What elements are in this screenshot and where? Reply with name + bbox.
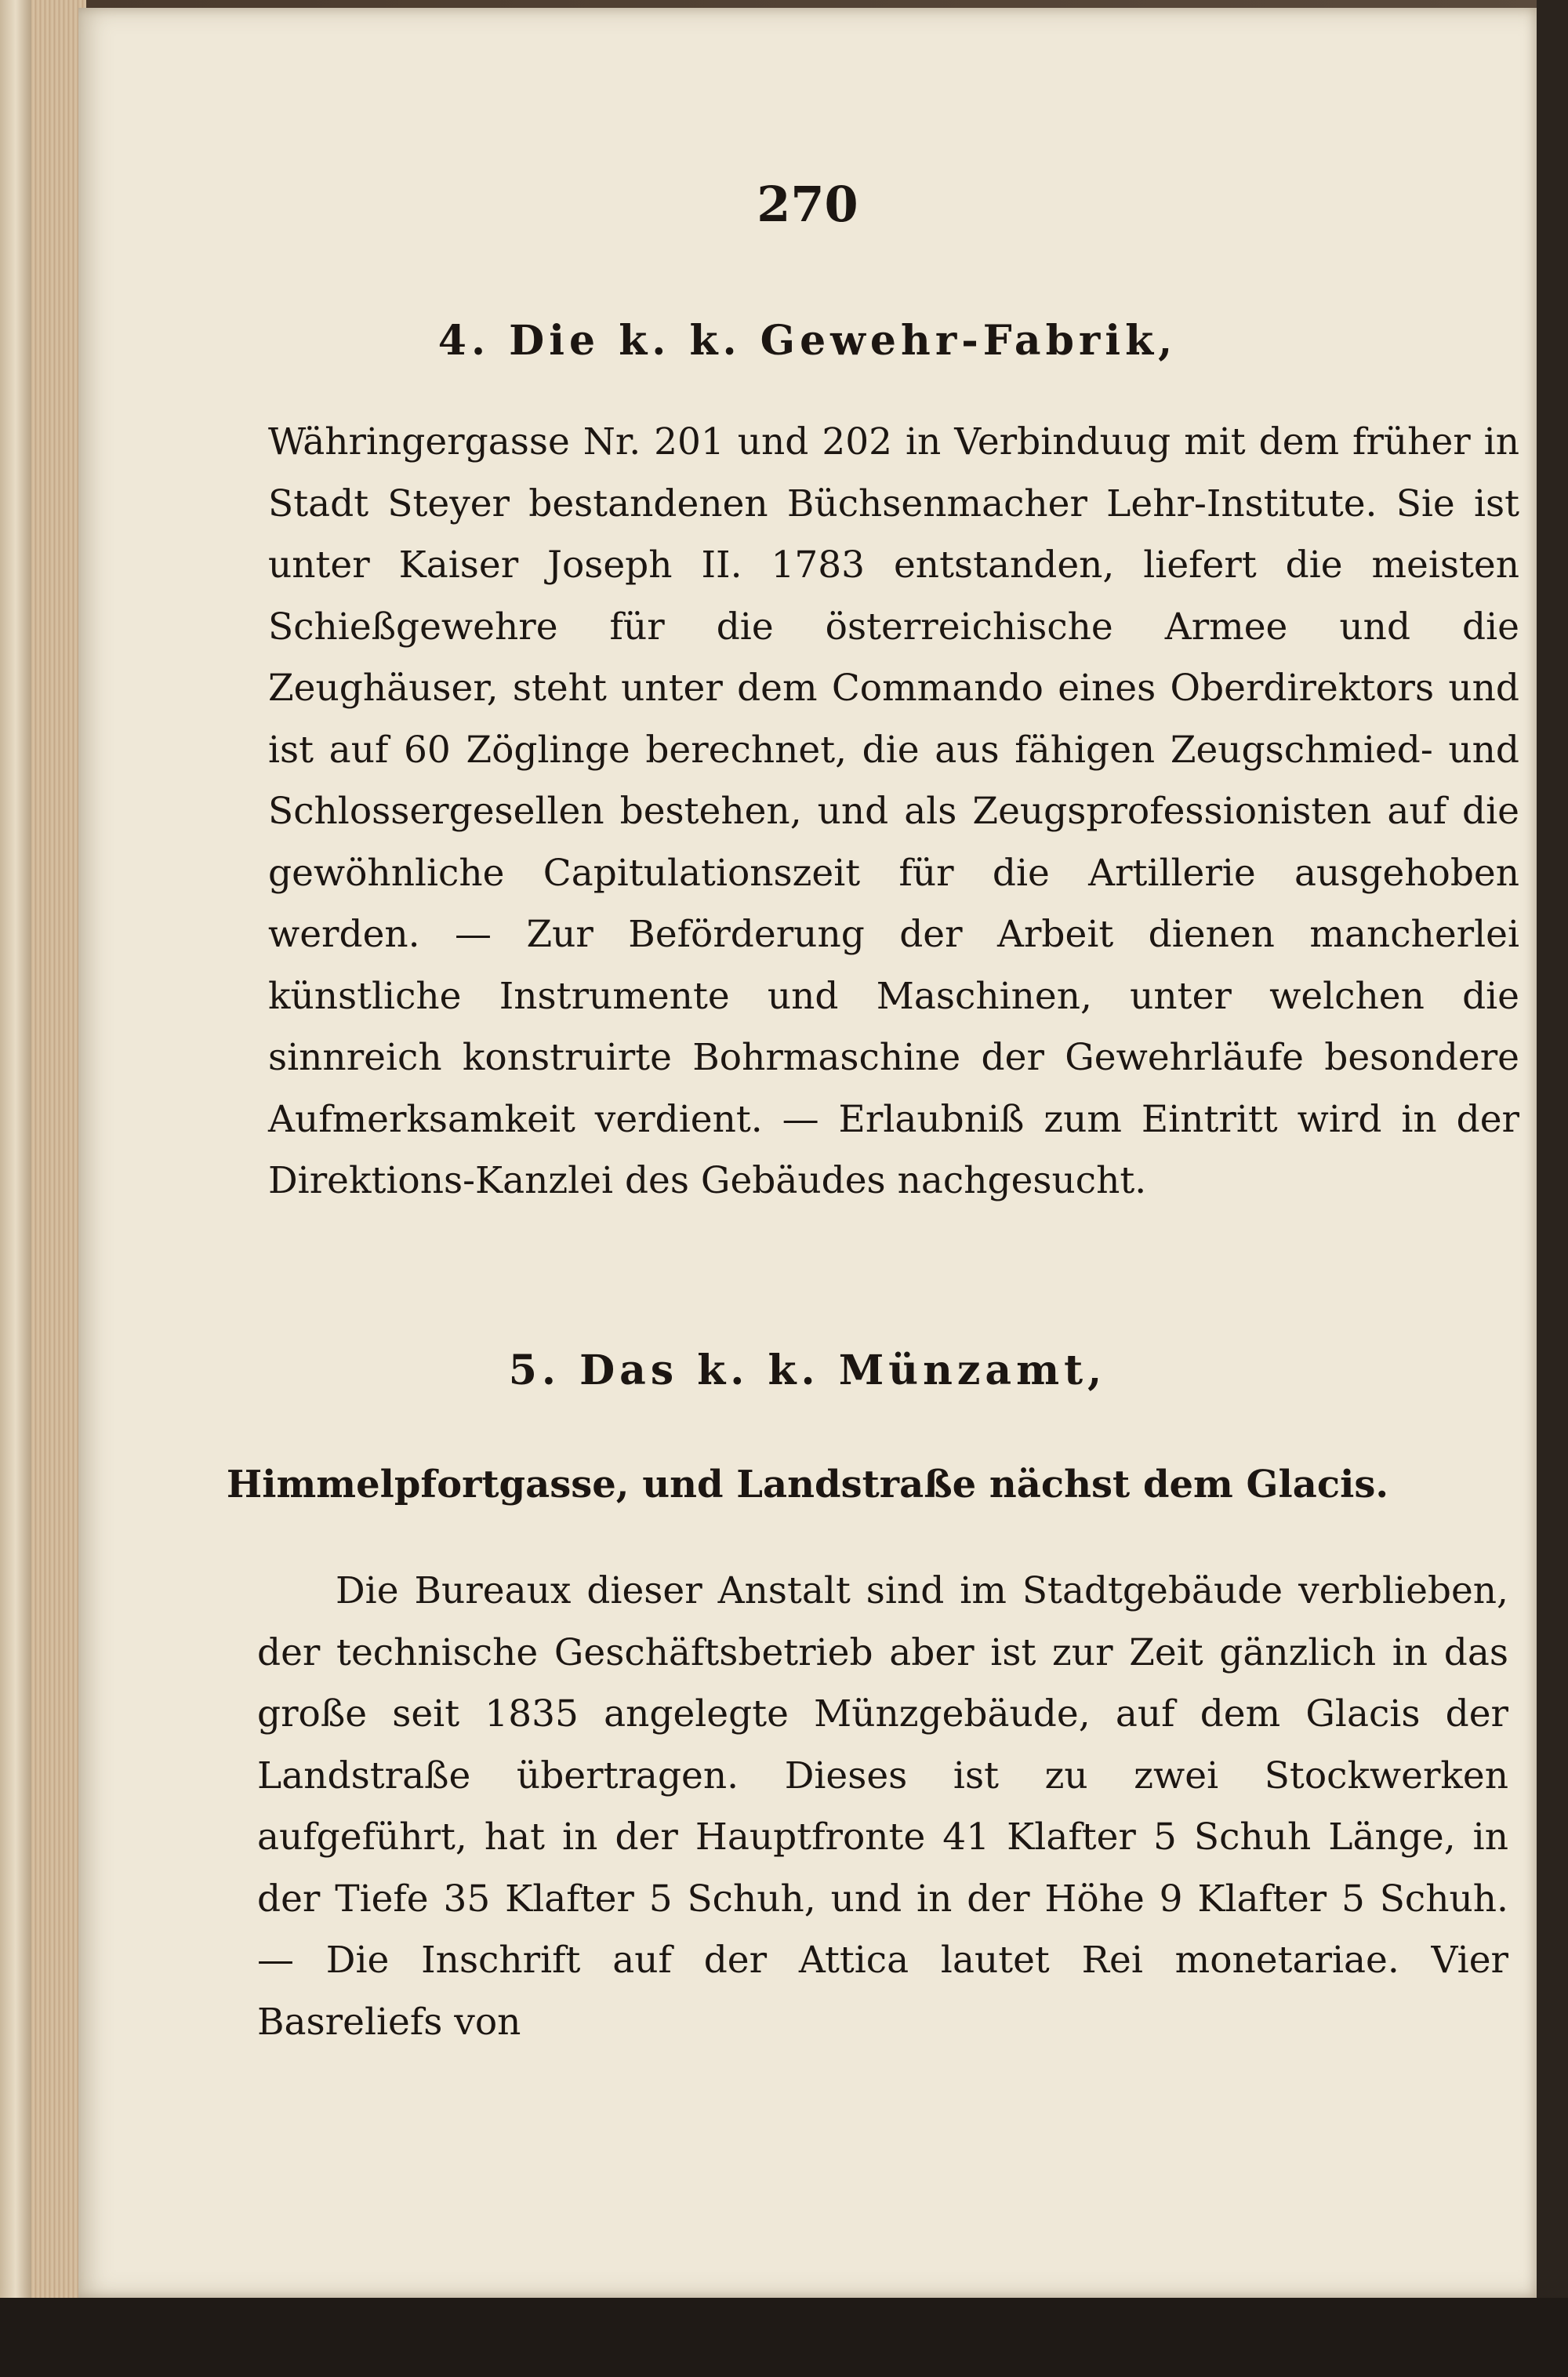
book-page [78, 8, 1537, 2298]
scan-border-right [1537, 0, 1568, 2298]
section-5-subheading: Himmelpfortgasse, und Landstraße nächst dem Glacis. [226, 1463, 1389, 1507]
section-5-heading: 5. Das k. k. Münzamt, [508, 1347, 1107, 1394]
section-5-paragraph: Die Bureaux dieser Anstalt sind im Stadtgebäude verblieben, der technische Geschäftsbetrieb aber ist zur Zeit gänzlich in das große seit 1835 angelegte Münzgebäude, auf dem Glacis der Landstraße übertragen. Dieses ist zu zwei Stockwerken aufgeführt, hat in der Hauptfronte 41 Klafter 5 Schuh Länge, in der Tiefe 35 Klafter 5 Schuh, und in der Höhe 9 Klafter 5 Schuh. — Die Inschrift auf der Attica lautet Rei monetariae. Vier Basreliefs von [257, 1569, 1508, 2044]
section-4-paragraph: Währingergasse Nr. 201 und 202 in Verbinduug mit dem früher in Stadt Steyer bestandenen Büchsenmacher Lehr-Institute. Sie ist unter Kaiser Joseph II. 1783 entstanden, liefert die meisten Schießgewehre für die österreichische Armee und die Zeughäuser, steht unter dem Commando eines Oberdirektors und ist auf 60 Zöglinge berechnet, die aus fähigen Zeugschmied- und Schlossergesellen bestehen, und als Zeugsprofessionisten auf die gewöhnliche Capitulationszeit für die Artillerie ausgehoben werden. — Zur Beförderung der Arbeit dienen mancherlei künstliche Instrumente und Maschinen, unter welchen die sinnreich konstruirte Bohrmaschine der Gewehrläufe besondere Aufmerksamkeit verdient. — Erlaubniß zum Eintritt wird in der Direktions-Kanzlei des Gebäudes nachgesucht. [268, 420, 1519, 1202]
section-4-heading: 4. Die k. k. Gewehr-Fabrik, [437, 317, 1178, 365]
book-spine-edge [0, 0, 31, 2377]
scan-border-bottom [0, 2298, 1568, 2377]
page-number: 270 [757, 176, 858, 233]
